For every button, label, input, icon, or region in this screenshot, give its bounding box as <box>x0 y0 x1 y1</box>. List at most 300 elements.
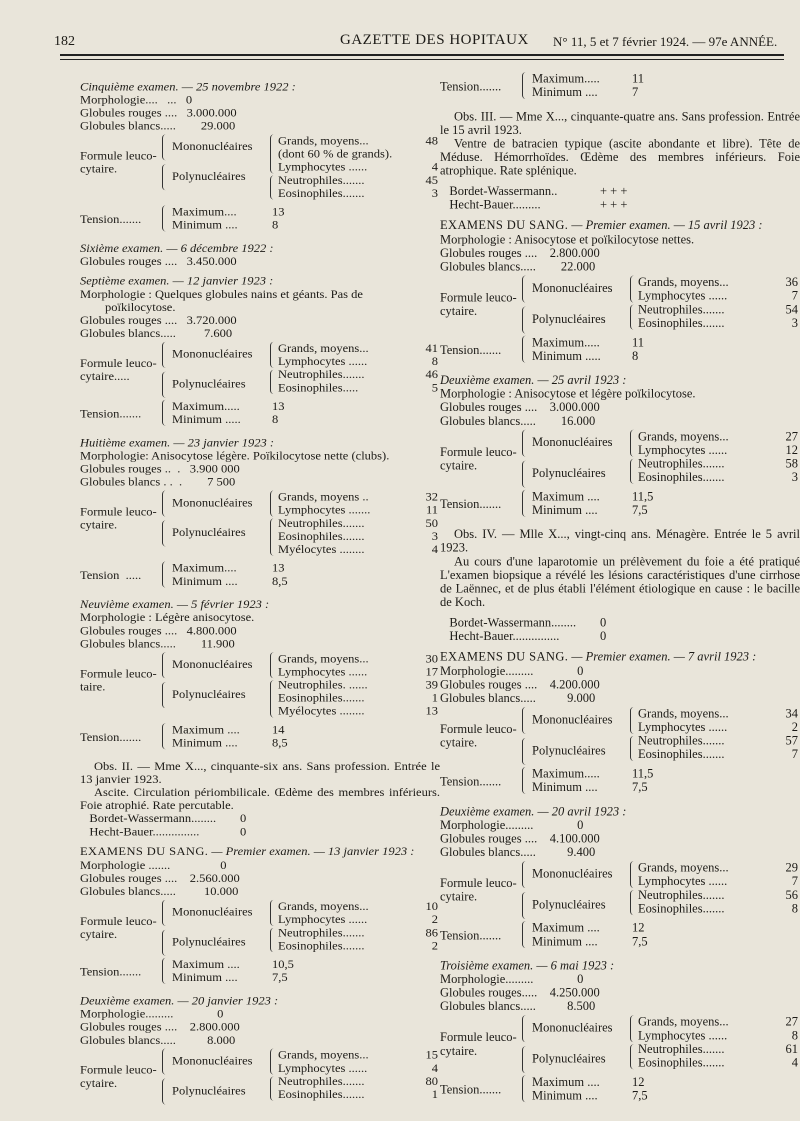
formule-label: Formule leuco- cytaire..... <box>80 356 157 383</box>
cell-label: Grands, moyens... <box>638 429 729 444</box>
cell-value: 27 <box>785 1015 798 1029</box>
formule-row <box>638 303 798 317</box>
tension-max <box>532 336 672 350</box>
label: Bordet-Wassermann........ <box>80 811 217 826</box>
tension-min <box>532 1089 672 1103</box>
formule-row <box>278 913 438 926</box>
tension-label: Tension....... <box>440 1082 502 1097</box>
cell-value: 46 <box>425 367 438 382</box>
exam-title: — Premier examen. — 7 avril 1923 : <box>568 649 757 664</box>
value: 14 <box>272 723 285 737</box>
label: Minimum .... <box>172 736 238 750</box>
cell-value: 7 <box>791 747 798 762</box>
formule-values <box>638 275 798 329</box>
text-line: Morphologie : Légère anisocytose. <box>80 610 255 625</box>
label: Hecht-Bauer............... <box>440 629 560 643</box>
formule-row <box>638 1029 798 1043</box>
tension-block <box>440 767 800 796</box>
tension-block <box>80 723 440 751</box>
text-line: Morphologie : Quelques globules nains et géants. Pas de <box>80 287 363 301</box>
text-line: Morphologie......... 0 <box>440 664 584 678</box>
formule-row <box>278 926 438 939</box>
cell-value: 30 <box>425 652 438 666</box>
tension-min <box>172 736 312 749</box>
cell-value: 5 <box>431 381 438 395</box>
brace <box>522 72 531 99</box>
brace <box>522 490 531 517</box>
formule-label: Formule leuco- cytaire. <box>80 505 157 532</box>
spacer <box>440 1106 800 1113</box>
mononucleaires-label: Mononucléaires <box>532 866 613 881</box>
polynucleaires-label: Polynucléaires <box>172 1083 246 1098</box>
page-number: 182 <box>54 34 75 49</box>
cell-label: Lymphocytes ...... <box>638 443 728 457</box>
formule-leucocytaire <box>80 490 440 559</box>
observation-text: Ventre de batracien typique (ascite abondante et libre). Tête de Méduse. Hémorrhoïdes. Œdème des membres inférieurs. Foie atrophique. Rate splénique. <box>440 136 800 178</box>
cell-label: Grands, moyens... <box>638 860 729 875</box>
tension-min <box>532 935 672 949</box>
formule-row <box>278 678 438 691</box>
value: 8,5 <box>272 736 288 750</box>
polynucleaires-label: Polynucléaires <box>532 466 606 481</box>
formule-row <box>278 1075 438 1088</box>
text-line: Globules blancs..... 8.000 <box>80 1033 236 1047</box>
cell-value: 1 <box>431 1087 438 1101</box>
formule-row <box>278 381 438 394</box>
cell-value: 3 <box>431 186 438 200</box>
tension-max <box>172 561 312 574</box>
cell-value: 3 <box>791 316 798 330</box>
label: Hecht-Bauer............... <box>80 825 200 839</box>
formule-values <box>638 707 798 761</box>
brace <box>162 205 171 231</box>
text-line: Globules rouges..... 4.250.000 <box>440 985 600 1000</box>
spacer <box>440 798 800 805</box>
cell-label: Lymphocytes ...... <box>278 912 368 926</box>
text-line: Morphologie......... 0 <box>80 1007 224 1021</box>
label: Maximum..... <box>532 71 600 86</box>
cell-value: 15 <box>425 1048 438 1062</box>
cell-value: 4 <box>431 542 438 556</box>
formule-leucocytaire <box>440 275 800 333</box>
tension-min <box>172 971 312 984</box>
cell-label: Neutrophiles....... <box>278 367 365 382</box>
cell-value: 50 <box>425 516 438 530</box>
formule-label: Formule leuco- cytaire. <box>440 291 517 319</box>
exam-title: Cinquième examen. — 25 novembre 1922 : <box>80 80 296 94</box>
value: 7,5 <box>272 970 288 984</box>
text-line: Globules blancs..... 7.600 <box>80 326 233 340</box>
value: 0 <box>600 629 607 643</box>
observation-text: Au cours d'une laparotomie un prélèvement du foie a été pratiqué L'examen biopsique a révélé les lésions caractéristiques d'une cirrhose de Laënnec, et de plus établi l'élément étiologique en cause : le bacille de Koch. <box>440 554 800 609</box>
formule-row <box>638 1015 798 1029</box>
examens-label: EXAMENS DU SANG. <box>440 649 569 664</box>
cell-label: Myélocytes ........ <box>278 704 365 718</box>
formule-row <box>638 443 798 457</box>
text-line: Globules blancs..... 8.500 <box>440 999 596 1014</box>
formule-label: Formule leuco- cytaire. <box>80 149 157 176</box>
cell-value: 10 <box>425 899 438 913</box>
cell-value: 36 <box>785 275 798 290</box>
cell-value: 2 <box>791 720 798 734</box>
exam-title: Neuvième examen. — 5 février 1923 : <box>80 597 270 611</box>
tension-block <box>80 958 440 986</box>
tension-label: Tension....... <box>440 343 502 357</box>
text-line: Globules rouges .... 3.720.000 <box>80 313 237 327</box>
formule-leucocytaire <box>80 342 440 398</box>
value: + + + <box>600 197 628 212</box>
label: Maximum .... <box>172 723 240 737</box>
tension-block <box>440 1075 800 1104</box>
tension-block <box>80 561 440 589</box>
text-line: poïkilocytose. <box>80 300 176 314</box>
formule-row <box>278 691 438 704</box>
tension-max <box>532 72 672 86</box>
cell-value: 12 <box>785 443 798 457</box>
formule-row <box>638 457 798 471</box>
observation-heading: Obs. IV. — Mlle X..., vingt-cinq ans. Ménagère. Entrée le 5 avril 1923. <box>440 527 800 555</box>
formule-leucocytaire <box>80 134 440 203</box>
formule-row <box>278 1062 438 1075</box>
cell-value: 1 <box>431 691 438 705</box>
cell-value: 11 <box>425 503 438 517</box>
formule-row <box>278 147 438 160</box>
value: 13 <box>272 561 285 575</box>
cell-label: Eosinophiles....... <box>638 470 725 484</box>
label: Bordet-Wassermann.. <box>440 184 558 198</box>
text-line: Globules rouges .... 4.100.000 <box>440 831 600 846</box>
polynucleaires-label: Polynucléaires <box>532 743 606 758</box>
cell-label: Neutrophiles....... <box>278 1074 365 1088</box>
formule-label: Formule leuco- cytaire. <box>440 722 517 750</box>
text-line: Morphologie : Anisocytose et légère poïkilocytose. <box>440 386 696 401</box>
exam-heading <box>80 845 440 859</box>
text-line: Globules blancs..... 9.000 <box>440 691 596 705</box>
cell-value: 48 <box>425 134 438 148</box>
cell-label: Grands, moyens... <box>278 341 369 355</box>
tension-max <box>172 723 312 736</box>
cell-value: 8 <box>431 354 438 368</box>
observation-heading: Obs. III. — Mme X..., cinquante-quatre ans. Sans profession. Entrée le 15 avril 1923. <box>440 109 800 137</box>
cell-label: Eosinophiles....... <box>278 939 365 953</box>
issue-info: N° 11, 5 et 7 février 1924. — 97e ANNÉE. <box>553 34 778 49</box>
mononucleaires-label: Mononucléaires <box>172 1054 253 1068</box>
cell-value: 86 <box>425 925 438 940</box>
label: Maximum .... <box>172 957 240 971</box>
cell-value: 27 <box>785 429 798 444</box>
cell-label: Lymphocytes ...... <box>638 720 728 734</box>
spacer <box>440 521 800 528</box>
cell-label: Grands, moyens... <box>278 134 369 148</box>
value: 8 <box>272 412 279 426</box>
examens-label: EXAMENS DU SANG. <box>440 218 569 232</box>
mononucleaires-label: Mononucléaires <box>172 347 253 361</box>
cell-label: Eosinophiles....... <box>278 186 365 200</box>
formule-row <box>638 316 798 330</box>
right-column <box>440 70 800 1113</box>
cell-label: Grands, moyens... <box>638 275 729 290</box>
formule-label: Formule leuco- cytaire. <box>440 1030 517 1058</box>
brace <box>522 767 531 794</box>
formule-row <box>278 342 438 355</box>
formule-row <box>278 530 438 543</box>
exam-title: Deuxième examen. — 25 avril 1923 : <box>440 373 627 387</box>
cell-label: Grands, moyens .. <box>278 490 369 504</box>
spacer <box>440 952 800 959</box>
mononucleaires-label: Mononucléaires <box>532 281 613 295</box>
polynucleaires-label: Polynucléaires <box>172 525 246 539</box>
value: 0 <box>240 811 247 826</box>
label: Maximum .... <box>532 921 600 935</box>
tension-min <box>172 218 312 231</box>
value: 0 <box>600 615 607 630</box>
text-line: Morphologie ....... 0 <box>80 858 227 872</box>
text-line: Globules rouges .... 3.000.000 <box>440 400 600 415</box>
label: Minimum .... <box>172 970 238 984</box>
formule-row <box>278 173 438 186</box>
label: Minimum .... <box>532 934 598 949</box>
serology-row <box>440 198 800 212</box>
text-line: Morphologie......... 0 <box>440 972 584 986</box>
cell-label: Lymphocytes ...... <box>638 1028 728 1043</box>
spacer <box>440 609 800 616</box>
cell-label: Eosinophiles....... <box>638 747 725 762</box>
formule-values <box>278 652 438 717</box>
formule-label: Formule leuco- cytaire. <box>80 1063 157 1090</box>
formule-row <box>278 900 438 913</box>
cell-label: Lymphocytes ...... <box>278 160 368 174</box>
journal-title: GAZETTE DES HOPITAUX <box>340 32 529 48</box>
text-line: Morphologie: Anisocytose légère. Poïkilocytose nette (clubs). <box>80 449 390 463</box>
value: 11 <box>632 71 645 86</box>
tension-label: Tension ..... <box>80 568 142 582</box>
polynucleaires-label: Polynucléaires <box>172 377 246 391</box>
formule-row <box>278 368 438 381</box>
tension-block <box>440 336 800 365</box>
formule-row <box>278 490 438 503</box>
label: Minimum .... <box>532 85 598 100</box>
spacer <box>80 1106 440 1113</box>
formule-leucocytaire <box>440 1015 800 1073</box>
formule-row <box>278 517 438 530</box>
formule-row <box>278 543 438 556</box>
formule-leucocytaire <box>440 430 800 488</box>
cell-label: Eosinophiles....... <box>638 316 725 330</box>
cell-label: Eosinophiles....... <box>278 691 365 705</box>
cell-value: 7 <box>791 289 798 303</box>
tension-label: Tension....... <box>80 212 142 226</box>
brace <box>162 561 171 587</box>
text-line: Globules rouges .. . 3.900 000 <box>80 462 240 476</box>
formule-leucocytaire <box>80 900 440 956</box>
cell-label: Neutrophiles....... <box>638 1042 725 1056</box>
text-line: Morphologie.... ... 0 <box>80 93 193 107</box>
tension-min <box>172 575 312 588</box>
text-line: Globules rouges .... 4.200.000 <box>440 677 600 692</box>
formule-leucocytaire <box>80 1048 440 1104</box>
cell-label: Lymphocytes ...... <box>278 354 368 368</box>
tension-max <box>532 1075 672 1089</box>
cell-label: Eosinophiles....... <box>638 1055 725 1070</box>
text-line: Globules rouges .... 3.450.000 <box>80 254 237 268</box>
formule-values <box>278 900 438 952</box>
formule-row <box>638 275 798 289</box>
label: Minimum ..... <box>532 349 601 363</box>
tension-block <box>440 72 800 101</box>
formule-row <box>638 888 798 902</box>
value: 13 <box>272 205 285 219</box>
cell-label: Eosinophiles....... <box>278 1087 365 1101</box>
serology-row <box>440 616 800 630</box>
tension-label: Tension....... <box>440 774 502 789</box>
label: Maximum..... <box>172 399 240 413</box>
polynucleaires-label: Polynucléaires <box>172 935 246 949</box>
formule-values <box>638 430 798 484</box>
exam-title: Troisième examen. — 6 mai 1923 : <box>440 958 615 973</box>
value: 13 <box>272 399 285 413</box>
mononucleaires-label: Mononucléaires <box>532 435 613 449</box>
cell-label: Grands, moyens... <box>278 652 369 666</box>
cell-value: 4 <box>431 160 438 174</box>
cell-value: 7 <box>791 874 798 889</box>
page-header <box>0 30 800 52</box>
tension-max <box>532 767 672 781</box>
formule-label: Formule leuco- cytaire. <box>440 445 517 473</box>
formule-row <box>638 720 798 734</box>
text-line: Globules blancs..... 11.900 <box>80 637 235 651</box>
label: Minimum .... <box>172 218 238 232</box>
formule-leucocytaire <box>440 707 800 765</box>
cell-value: 8 <box>791 1028 798 1043</box>
text-line: Morphologie : Anisocytose et poïkilocytose nettes. <box>440 232 695 247</box>
tension-label: Tension....... <box>80 730 142 744</box>
cell-value: 2 <box>431 912 438 926</box>
formule-row <box>638 902 798 916</box>
formule-row <box>278 1048 438 1061</box>
label: Maximum.... <box>172 561 237 575</box>
label: Maximum..... <box>532 335 600 350</box>
label: Minimum ..... <box>172 412 241 426</box>
cell-label: Eosinophiles....... <box>638 901 725 916</box>
cell-label: Neutrophiles....... <box>638 302 725 317</box>
cell-label: Grands, moyens... <box>638 706 729 721</box>
brace <box>522 921 531 948</box>
formule-row <box>278 1088 438 1101</box>
left-column <box>80 80 440 1113</box>
cell-value: 41 <box>425 341 438 355</box>
text-line: Globules rouges .... 4.800.000 <box>80 624 237 638</box>
mononucleaires-label: Mononucléaires <box>172 139 253 153</box>
value: 12 <box>632 921 645 935</box>
cell-value: 58 <box>785 456 798 471</box>
formule-row <box>638 748 798 762</box>
formule-row <box>278 160 438 173</box>
text-line: Globules blancs..... 10.000 <box>80 884 239 898</box>
value: 12 <box>632 1075 645 1089</box>
mononucleaires-label: Mononucléaires <box>532 712 613 727</box>
formule-row <box>278 134 438 147</box>
cell-label: Lymphocytes ...... <box>638 874 728 889</box>
cell-label: Neutrophiles....... <box>278 173 365 187</box>
cell-value: 45 <box>425 173 438 187</box>
formule-values <box>278 1048 438 1100</box>
cell-value: 3 <box>791 470 798 484</box>
tension-max <box>172 958 312 971</box>
formule-leucocytaire <box>80 652 440 721</box>
serology-row <box>440 629 800 643</box>
exam-title: Septième examen. — 12 janvier 1923 : <box>80 274 274 288</box>
text-line: Globules blancs..... 22.000 <box>440 259 596 274</box>
tension-min <box>532 780 672 794</box>
formule-row <box>638 707 798 721</box>
tension-max <box>532 490 672 504</box>
tension-label: Tension....... <box>440 928 502 943</box>
cell-label: Neutrophiles....... <box>638 733 725 748</box>
value: 11,5 <box>632 766 654 781</box>
polynucleaires-label: Polynucléaires <box>172 169 246 183</box>
formule-label: Formule leuco- cytaire. <box>80 914 157 941</box>
label: Hecht-Bauer......... <box>440 197 541 212</box>
label: Maximum.... <box>172 205 237 219</box>
header-rule-thin <box>60 59 784 60</box>
observation-text: Ascite. Circulation périombilicale. Œdème des membres inférieurs. Foie atrophié. Rate percutable. <box>80 785 440 812</box>
mononucleaires-label: Mononucléaires <box>532 1020 613 1035</box>
label: Minimum .... <box>532 1088 598 1103</box>
tension-block <box>80 400 440 428</box>
formule-row <box>278 187 438 200</box>
tension-max <box>172 205 312 218</box>
cell-value: 8 <box>791 901 798 916</box>
label: Minimum .... <box>532 503 598 517</box>
label: Maximum..... <box>532 766 600 781</box>
text-line: Globules rouges .... 2.560.000 <box>80 871 240 885</box>
cell-label: Grands, moyens... <box>278 899 369 913</box>
spacer <box>440 367 800 374</box>
cell-value: 80 <box>425 1074 438 1088</box>
exam-title: — Premier examen. — 13 janvier 1923 : <box>208 844 415 858</box>
spacer <box>440 178 800 185</box>
brace <box>162 723 171 749</box>
polynucleaires-label: Polynucléaires <box>532 897 606 912</box>
mononucleaires-label: Mononucléaires <box>172 657 253 671</box>
cell-label: Neutrophiles....... <box>638 456 725 471</box>
value: 7,5 <box>632 503 648 517</box>
cell-value: 4 <box>791 1055 798 1070</box>
cell-value: 17 <box>425 665 438 679</box>
formule-values <box>638 861 798 915</box>
formule-label: Formule leuco- cytaire. <box>440 876 517 904</box>
cell-label: Eosinophiles..... <box>278 381 359 395</box>
cell-label: (dont 60 % de grands). <box>278 147 393 161</box>
formule-values <box>278 490 438 555</box>
spacer <box>440 643 800 650</box>
label: Maximum .... <box>532 1075 600 1089</box>
cell-value: 56 <box>785 888 798 902</box>
label: Maximum .... <box>532 489 600 504</box>
formule-row <box>638 289 798 303</box>
tension-min <box>532 86 672 100</box>
value: 8,5 <box>272 574 288 588</box>
text-line: Globules rouges .... 2.800.000 <box>80 1020 240 1034</box>
tension-label: Tension....... <box>80 407 142 421</box>
cell-label: Grands, moyens... <box>638 1015 729 1029</box>
polynucleaires-label: Polynucléaires <box>532 312 606 326</box>
tension-max <box>172 400 312 413</box>
value: 7,5 <box>632 1088 648 1103</box>
serology-row <box>80 825 440 838</box>
formule-row <box>278 704 438 717</box>
exam-title: Sixième examen. — 6 décembre 1922 : <box>80 241 274 255</box>
